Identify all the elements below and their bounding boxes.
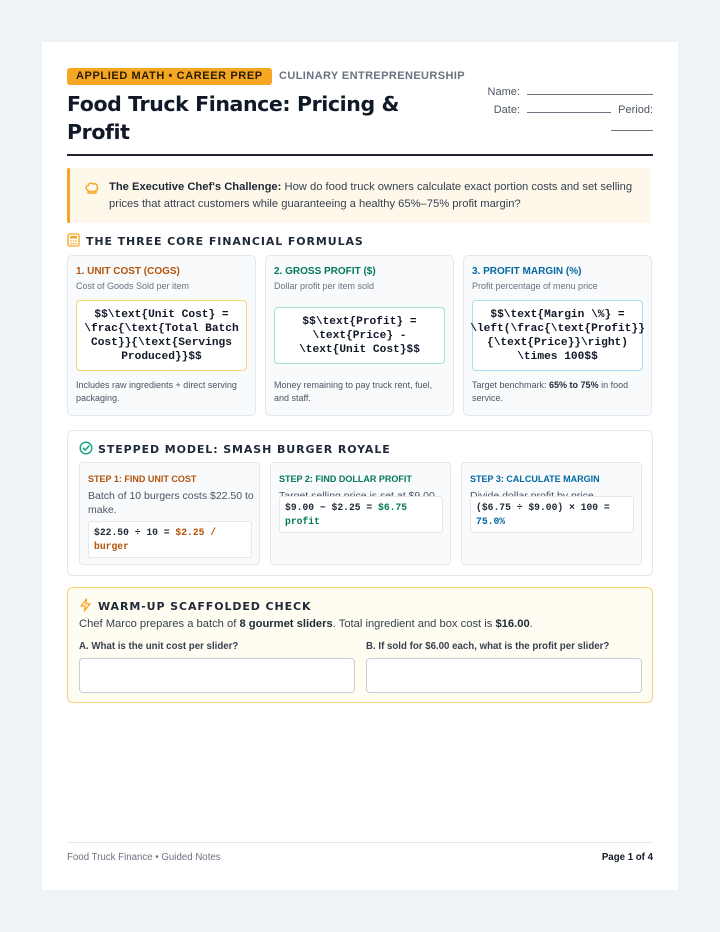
step-calculation: ($6.75 ÷ $9.00) × 100 = 75.0% [470, 496, 634, 533]
step-title: STEP 1: FIND UNIT COST [88, 474, 197, 484]
worksheet-header [67, 68, 653, 156]
formula-card-note: Target benchmark: 65% to 75% in food service. [472, 380, 629, 403]
period-label: Period: [618, 104, 653, 116]
student-info [488, 83, 653, 137]
step-calculation: $22.50 ÷ 10 = $2.25 / burger [88, 521, 252, 558]
stepped-model-panel: STEPPED MODEL: SMASH BURGER ROYALE STEP 1: FIND UNIT COST Batch of 10 burgers costs $22.50 to make. $22.50 ÷ 10 = $2.25 / burger STEP 2: FIND DOLLAR PROFIT $9.00 − $2.25 = $6.75 profit STEP 3: CALCULATE MARGIN ($6.75 ÷ $9.00) × 100 = 75.0% [67, 430, 653, 576]
check-circle-icon [79, 441, 93, 455]
step-result: $6.75 profit [285, 502, 408, 527]
step-card-3 [461, 462, 642, 565]
warmup-problem: Chef Marco prepares a batch of 8 gourmet sliders. Total ingredient and box cost is $16.00. [79, 618, 533, 630]
subject-label: CULINARY ENTREPRENEURSHIP [279, 70, 466, 82]
page-title: Food Truck Finance: Pricing & Profit [67, 92, 399, 144]
period-blank-row [488, 119, 653, 137]
footer-title: Food Truck Finance • Guided Notes [67, 852, 221, 863]
step-title: STEP 2: FIND DOLLAR PROFIT [279, 474, 412, 484]
warmup-check-panel: WARM-UP SCAFFOLDED CHECK Chef Marco prepares a batch of 8 gourmet sliders. Total ingredient and box cost is $16.00. A. What is the unit cost per slider? B. If sold for $6.00 each, what is the profit per slider? [67, 587, 653, 703]
formula-card-title: 1. UNIT COST (COGS) [76, 266, 180, 277]
chef-challenge-callout [67, 168, 651, 223]
question-a: A. What is the unit cost per slider? [79, 641, 239, 652]
formula-card-subtitle: Profit percentage of menu price [472, 281, 598, 291]
formula-card-title: 2. GROSS PROFIT ($) [274, 266, 376, 277]
step-title: STEP 3: CALCULATE MARGIN [470, 474, 600, 484]
step-result: 75.0% [476, 516, 506, 527]
date-blank[interactable] [527, 102, 611, 113]
formula-card-gross-profit [265, 255, 454, 416]
period-blank[interactable] [611, 120, 653, 131]
page-number: Page 1 of 4 [601, 852, 653, 863]
challenge-text [109, 179, 644, 213]
formula-card-subtitle: Dollar profit per item sold [274, 281, 375, 291]
formula-card-unit-cost [67, 255, 256, 416]
step-result: $2.25 / burger [94, 527, 217, 552]
challenge-lead: The Executive Chef's Challenge: [109, 181, 282, 193]
chef-hat-icon [84, 180, 100, 196]
formula-box: $$\text{Profit} = \text{Price} - \text{Unit Cost}$$ [274, 307, 445, 364]
lightning-icon [79, 598, 92, 612]
challenge-body: How do food truck owners calculate exact portion costs and set selling prices that attract customers while guaranteeing a healthy 65%–75% profit margin? [109, 181, 633, 210]
page-footer [67, 842, 653, 863]
formula-card-title: 3. PROFIT MARGIN (%) [472, 266, 582, 277]
worksheet-page: APPLIED MATH • CAREER PREP CULINARY ENTREPRENEURSHIP Food Truck Finance: Pricing & Profit Name: Date: Period: The Executive Chef's Challenge: How do food truck owners calculate exact portion costs and set selling prices that attract customers while guaranteeing a healthy 65%–75% profit margin? THE THREE CORE FINANCIAL FORMULAS 1. UNIT COST (COGS) Cost of Goods Sold per item $$\text{Unit Cost} = \frac{\text{Total Batch Cost}}{\text{Servings Produced}}$$ Includes raw ingredients + direct serving packaging. 2. GROSS PROFIT ($) Dollar profit per item sold $$\text{Profit} = \text{Price} - \text{Unit Cost}$$ Money remaining to pay truck rent, fuel, and staff. 3. PROFIT MARGIN (%) Profit percentage of menu price $$\text{Margin \%} = \left(\frac{\text{Profit}}{\text{Price}}\right) \times 100$$ Target benchmark: 65% to 75% in food service. STEPPED MODEL: SMASH BURGER ROYALE STEP 1: FIND UNIT COST Batch of 10 burgers costs $22.50 to make. $22.50 ÷ 10 = $2.25 / burger STEP 2: FIND DOLLAR PROFIT $9.00 − $2.25 = $6.75 profit STEP 3: CALCULATE MARGIN ($6.75 ÷ $9.00) × 100 = 75.0% WARM-UP SCAFFOLDED CHECK Chef Marco prepares a batch of 8 gourmet sliders. Total ingredient and box cost is $16.00. A. What is the unit cost per slider? B. If sold for $6.00 each, what is the profit per slider? Food Truck Finance • Guided Notes Page 1 of 4 [42, 42, 678, 890]
step-description: Batch of 10 burgers costs $22.50 to make. [88, 490, 254, 516]
formula-card-subtitle: Cost of Goods Sold per item [76, 281, 190, 291]
calculator-icon [67, 233, 80, 247]
step-card-2 [270, 462, 451, 565]
step-card-1 [79, 462, 260, 565]
course-tag: APPLIED MATH • CAREER PREP [67, 68, 272, 85]
answer-box-a[interactable] [79, 658, 355, 693]
date-label: Date: [493, 104, 521, 116]
step-calculation: $9.00 − $2.25 = $6.75 profit [279, 496, 443, 533]
benchmark-value: 65% to 75% [549, 380, 599, 390]
date-period-row [488, 101, 653, 119]
formula-box: $$\text{Margin \%} = \left(\frac{\text{Profit}}{\text{Price}}\right) \times 100$$ [472, 300, 643, 371]
question-b: B. If sold for $6.00 each, what is the profit per slider? [366, 641, 610, 652]
formula-card-profit-margin [463, 255, 652, 416]
formula-card-note: Includes raw ingredients + direct serving packaging. [76, 380, 237, 403]
name-label: Name: [487, 86, 520, 98]
name-blank[interactable] [527, 84, 653, 95]
formula-card-note: Money remaining to pay truck rent, fuel, and staff. [274, 380, 433, 403]
formula-box: $$\text{Unit Cost} = \frac{\text{Total Batch Cost}}{\text{Servings Produced}}$$ [76, 300, 247, 371]
answer-box-b[interactable] [366, 658, 642, 693]
name-row [488, 83, 653, 101]
